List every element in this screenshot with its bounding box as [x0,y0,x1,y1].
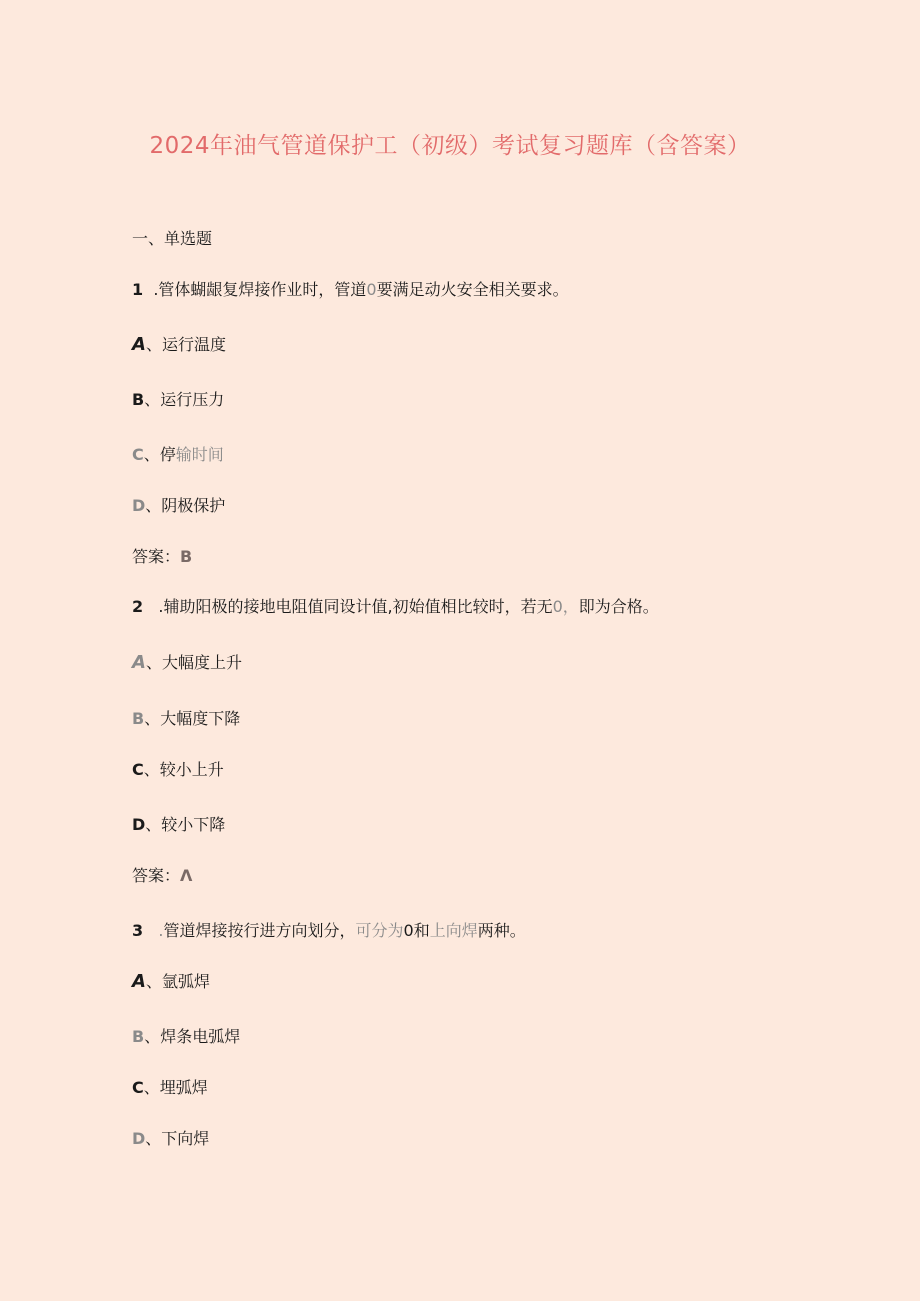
option-text: 较小上升 [159,760,224,779]
question-text: 管体蝴龈复焊接作业时，管道 [158,280,367,299]
option-sep: 、 [145,1129,162,1148]
option-sep: 、 [145,972,162,991]
q1-option-a [132,334,226,356]
q2-option-c [132,759,224,781]
question-number: 3 [132,921,144,940]
q1-option-c [132,444,224,466]
question-1 [132,279,569,301]
option-letter: B [132,390,145,409]
option-sep: 、 [144,1027,161,1046]
q3-option-b [132,1026,240,1048]
question-blank: 0 [366,280,377,299]
option-sep: 、 [143,760,160,779]
option-text: 运行压力 [160,390,225,409]
option-text: 阴极保护 [161,496,226,515]
question-dot: . [148,280,159,299]
q2-option-d [132,814,225,836]
answer-value: Λ [180,866,193,885]
q2-option-b [132,708,240,730]
option-sep: 、 [145,815,162,834]
option-sep: 、 [145,496,162,515]
option-letter: A [132,971,146,992]
option-letter: B [132,709,145,728]
option-sep: 、 [145,653,162,672]
option-letter: C [132,445,144,464]
q2-option-a [132,652,242,674]
q3-option-a [132,971,210,993]
option-text-dim: 输时间 [175,445,224,464]
question-dot: . [148,921,164,940]
question-text-end: 两种。 [477,921,526,940]
option-text: 较小下降 [161,815,226,834]
option-text: 焊条电弧焊 [160,1027,241,1046]
option-text: 大幅度上升 [161,653,242,672]
q1-option-b [132,389,224,411]
option-sep: 、 [145,335,162,354]
option-letter: A [132,652,146,673]
option-sep: 、 [143,445,160,464]
option-letter: C [132,1078,144,1097]
option-text: 大幅度下降 [160,709,241,728]
option-text: 运行温度 [161,335,226,354]
question-text-dim2: 上向焊 [429,921,478,940]
option-sep: 、 [144,709,161,728]
answer-label: 答案： [132,547,181,566]
option-letter: B [132,1027,145,1046]
q3-option-d [132,1128,209,1150]
option-letter: D [132,815,146,834]
option-letter: D [132,496,146,515]
option-letter: A [132,334,146,355]
question-number: 2 [132,597,144,616]
question-2 [132,596,659,618]
question-text-mid: 和 [413,921,430,940]
question-3 [132,920,526,942]
question-text: 管道焊接按行进方向划分， [163,921,356,940]
question-text-end: 即为合格。 [578,597,659,616]
option-letter: D [132,1129,146,1148]
question-dot: . [148,597,164,616]
answer-label: 答案： [132,866,181,885]
answer-value: B [180,547,193,566]
question-text-end: 要满足动火安全相关要求。 [376,280,569,299]
document-title: 2024年油气管道保护工（初级）考试复习题库（含答案） [149,133,751,159]
q1-answer [132,546,192,568]
q2-answer [132,865,192,887]
question-blank: 0， [552,597,579,616]
section-heading: 一、单选题 [132,229,213,248]
option-sep: 、 [144,390,161,409]
question-text-dim: 可分为 [355,921,404,940]
question-text: 辅助阳极的接地电阻值同设计值,初始值相比较时，若无 [163,597,553,616]
question-number: 1 [132,280,144,299]
q3-option-c [132,1077,208,1099]
option-sep: 、 [143,1078,160,1097]
option-text: 氩弧焊 [161,972,210,991]
q1-option-d [132,495,225,517]
option-letter: C [132,760,144,779]
option-text: 下向焊 [161,1129,210,1148]
option-text: 埋弧焊 [159,1078,208,1097]
question-blank: 0 [403,921,414,940]
option-text: 停 [159,445,176,464]
